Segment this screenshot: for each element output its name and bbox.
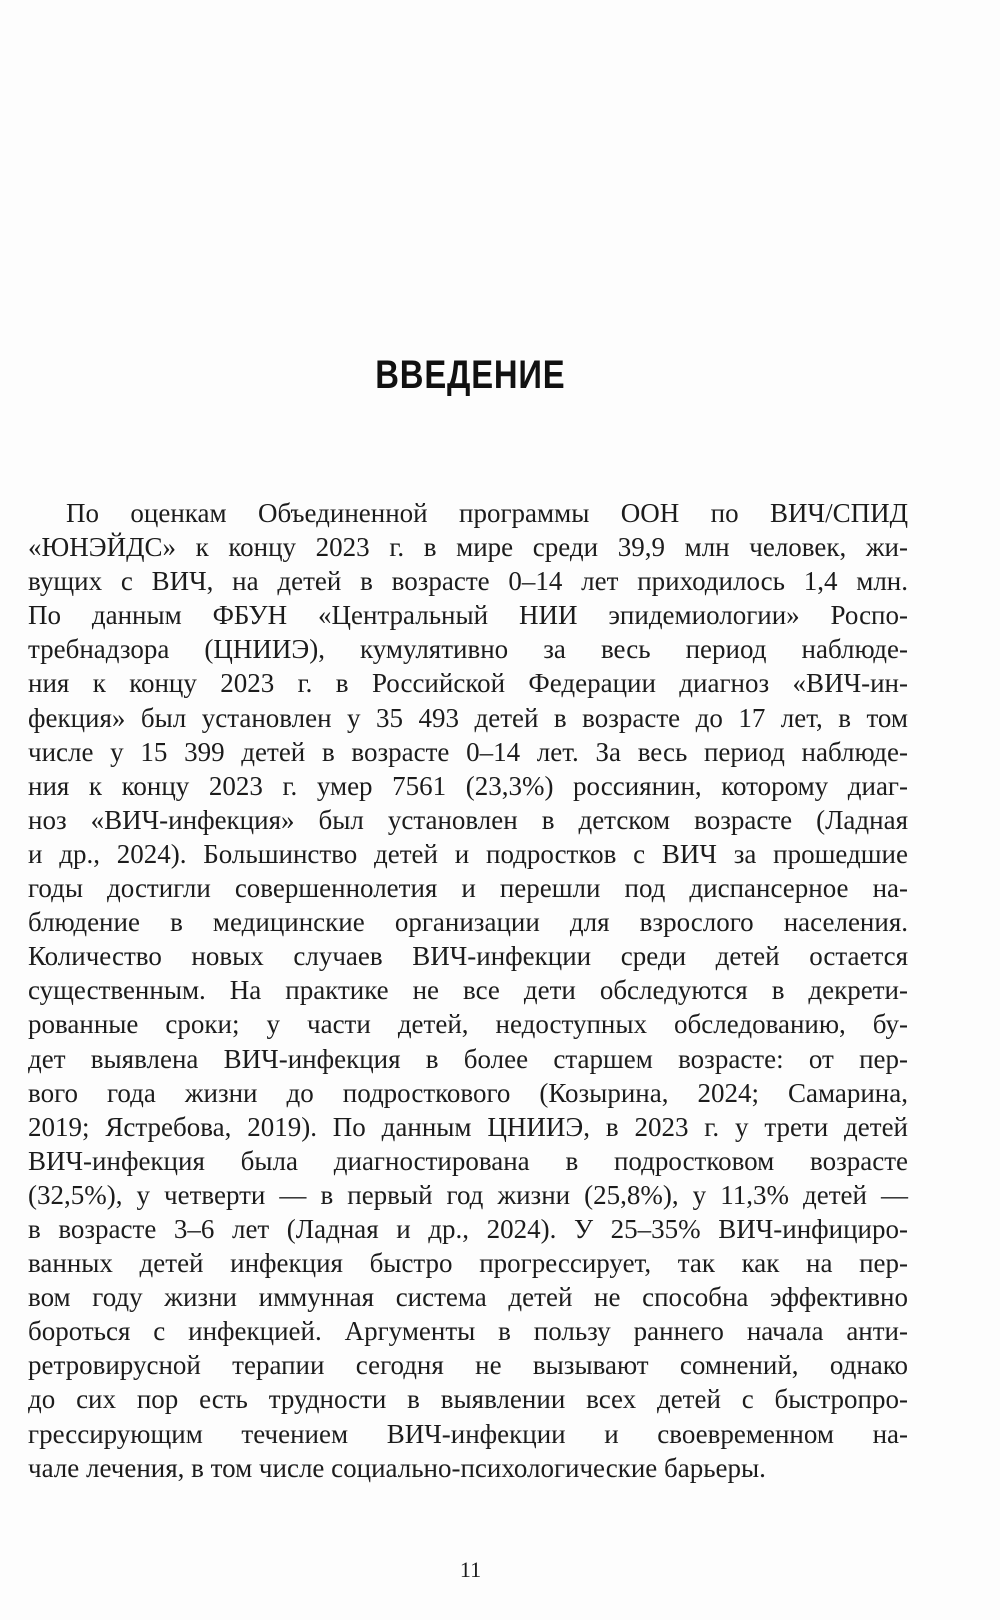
text-line: ретровирусной терапии сегодня не вызывают сомнений, однако [28, 1350, 908, 1381]
text-line: и др., 2024). Большинство детей и подростков с ВИЧ за прошедшие [28, 838, 908, 869]
text-line: ванных детей инфекция быстро прогрессирует, так как на пер- [28, 1248, 908, 1279]
text-line: ния к концу 2023 г. умер 7561 (23,3%) россиянин, которому диаг- [28, 770, 908, 801]
text-line: до сих пор есть трудности в выявлении всех детей с быстропро- [28, 1384, 908, 1415]
text-line: блюдение в медицинские организации для взрослого населения. [28, 907, 908, 938]
text-line: бороться с инфекцией. Аргументы в пользу раннего начала анти- [28, 1316, 908, 1347]
text-line: вом году жизни иммунная система детей не способна эффективно [28, 1282, 908, 1313]
text-line: дет выявлена ВИЧ-инфекция в более старшем возрасте: от пер- [28, 1043, 908, 1074]
text-line: вущих с ВИЧ, на детей в возрасте 0–14 лет приходилось 1,4 млн. [28, 566, 908, 597]
text-line: числе у 15 399 детей в возрасте 0–14 лет. За весь период наблюде- [28, 736, 908, 767]
text-line: ния к концу 2023 г. в Российской Федерации диагноз «ВИЧ-ин- [28, 668, 908, 699]
text-line: ВИЧ-инфекция была диагностирована в подростковом возрасте [28, 1145, 908, 1176]
page-number: 11 [459, 1557, 482, 1582]
text-line: фекция» был установлен у 35 493 детей в возрасте до 17 лет, в том [28, 702, 908, 733]
text-line: ноз «ВИЧ-инфекция» был установлен в детском возрасте (Ладная [28, 804, 908, 835]
body-paragraph [28, 496, 908, 1485]
text-line: грессирующим течением ВИЧ-инфекции и своевременном на- [28, 1418, 908, 1449]
text-line: По оценкам Объединенной программы ООН по ВИЧ/СПИД [66, 498, 908, 528]
text-line: По данным ФБУН «Центральный НИИ эпидемиологии» Роспо- [28, 600, 908, 631]
text-line: рованные сроки; у части детей, недоступных обследованию, бу- [28, 1009, 908, 1040]
text-line: в возрасте 3–6 лет (Ладная и др., 2024). У 25–35% ВИЧ-инфициро- [28, 1213, 908, 1244]
text-line: существенным. На практике не все дети обследуются в декрети- [28, 975, 908, 1006]
text-line: чале лечения, в том числе социально-психологические барьеры. [28, 1452, 766, 1483]
text-line: вого года жизни до подросткового (Козырина, 2024; Самарина, [28, 1077, 908, 1108]
text-line: Количество новых случаев ВИЧ-инфекции среди детей остается [28, 941, 908, 972]
text-line: годы достигли совершеннолетия и перешли под диспансерное на- [28, 873, 908, 904]
text-line: 2019; Ястребова, 2019). По данным ЦНИИЭ, в 2023 г. у трети детей [28, 1111, 908, 1142]
text-line: (32,5%), у четверти — в первый год жизни (25,8%), у 11,3% детей — [28, 1179, 908, 1210]
text-line: требнадзора (ЦНИИЭ), кумулятивно за весь период наблюде- [28, 634, 908, 665]
text-line: «ЮНЭЙДС» к концу 2023 г. в мире среди 39,9 млн человек, жи- [28, 532, 908, 563]
chapter-title: ВВЕДЕНИЕ [375, 353, 566, 397]
